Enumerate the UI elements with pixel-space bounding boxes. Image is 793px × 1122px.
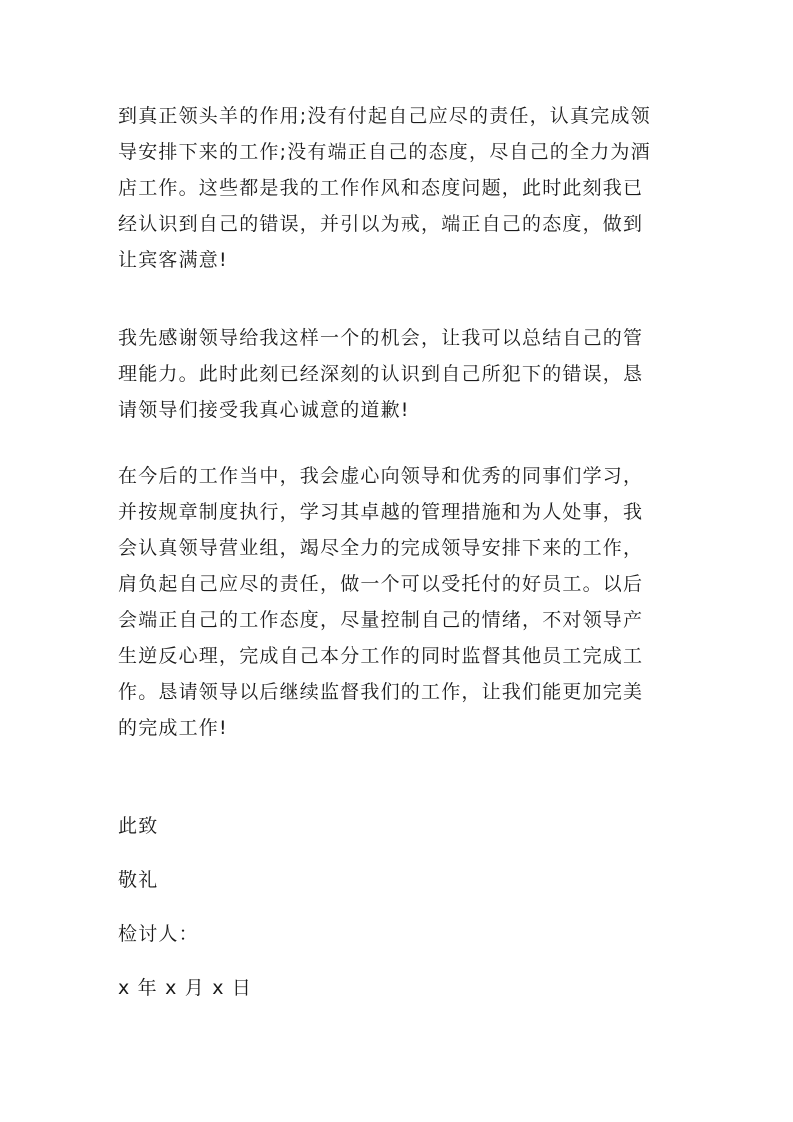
date-line: x 年 x 月 x 日: [118, 977, 253, 999]
signature-label: 检讨人：: [118, 923, 199, 945]
paragraph-2: 我先感谢领导给我这样一个的机会，让我可以总结自己的管 理能力。此时此刻已经深刻的认识到自己所犯下的错误，恳 请领导们接受我真心诚意的道歉!: [118, 327, 644, 421]
paragraph-1: 到真正领头羊的作用;没有付起自己应尽的责任，认真完成领 导安排下来的工作;没有端正自己的态度，尽自己的全力为酒 店工作。这些都是我的工作作风和态度问题，此时此刻我已 经认识到自己的错误，并引以为戒，端正自己的态度，做到 让宾客满意!: [118, 105, 651, 271]
closing-text: 此致: [118, 815, 159, 837]
salutation-text: 敬礼: [118, 869, 159, 891]
paragraph-3: 在今后的工作当中，我会虚心向领导和优秀的同事们学习， 并按规章制度执行，学习其卓越的管理措施和为人处事，我 会认真领导营业组，竭尽全力的完成领导安排下来的工作， 肩负起自己应尽的责任，做一个可以受托付的好员工。以后 会端正自己的工作态度，尽量控制自己的情绪，不对领导产 生逆反心理，完成自己本分工作的同时监督其他员工完成工 作。恳请领导以后继续监督我们的工作，让我们能更加完美 的完成工作!: [118, 465, 644, 739]
